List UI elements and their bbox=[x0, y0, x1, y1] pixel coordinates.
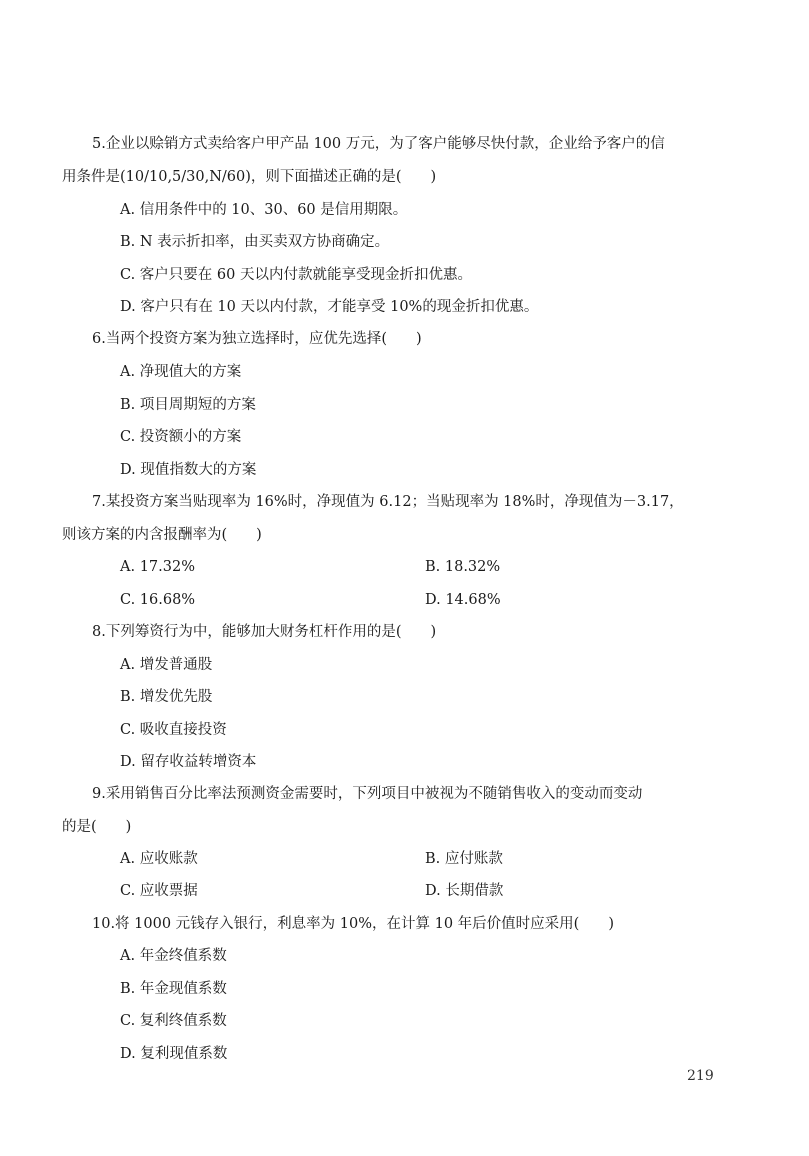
question-8-option-b: B. 增发优先股 bbox=[120, 689, 213, 705]
question-10-option-c: C. 复利终值系数 bbox=[120, 1013, 227, 1029]
question-5-stem-continued: 用条件是(10/10,5/30,N/60)，则下面描述正确的是( ) bbox=[62, 169, 437, 185]
question-5-option-b: B. N 表示折扣率，由买卖双方协商确定。 bbox=[120, 234, 390, 250]
question-8-option-a: A. 增发普通股 bbox=[120, 657, 213, 673]
question-6-option-b: B. 项目周期短的方案 bbox=[120, 397, 256, 413]
question-7-option-d: D. 14.68% bbox=[425, 592, 501, 608]
page-number: 219 bbox=[687, 1068, 714, 1084]
question-10-option-b: B. 年金现值系数 bbox=[120, 981, 227, 997]
question-9-option-d: D. 长期借款 bbox=[425, 883, 504, 899]
question-10-option-a: A. 年金终值系数 bbox=[120, 948, 227, 964]
question-7-stem-continued: 则该方案的内含报酬率为( ) bbox=[62, 527, 262, 543]
question-8-option-c: C. 吸收直接投资 bbox=[120, 722, 227, 738]
question-9-option-b: B. 应付账款 bbox=[425, 851, 503, 867]
question-6-option-a: A. 净现值大的方案 bbox=[120, 364, 242, 380]
question-6-stem: 6.当两个投资方案为独立选择时，应优先选择( ) bbox=[92, 331, 422, 347]
question-7-option-c: C. 16.68% bbox=[120, 592, 196, 608]
question-9-option-a: A. 应收账款 bbox=[120, 851, 198, 867]
question-5-option-c: C. 客户只要在 60 天以内付款就能享受现金折扣优惠。 bbox=[120, 267, 472, 283]
question-5-stem: 5.企业以赊销方式卖给客户甲产品 100 万元，为了客户能够尽快付款，企业给予客户的信 bbox=[92, 136, 665, 152]
question-7-option-b: B. 18.32% bbox=[425, 559, 501, 575]
question-9-stem-continued: 的是( ) bbox=[62, 819, 132, 835]
question-10-stem: 10.将 1000 元钱存入银行，利息率为 10%，在计算 10 年后价值时应采用( ) bbox=[92, 916, 614, 932]
question-9-option-c: C. 应收票据 bbox=[120, 883, 198, 899]
question-8-option-d: D. 留存收益转增资本 bbox=[120, 754, 257, 770]
question-7-option-a: A. 17.32% bbox=[120, 559, 195, 575]
question-8-stem: 8.下列筹资行为中，能够加大财务杠杆作用的是( ) bbox=[92, 624, 437, 640]
question-6-option-d: D. 现值指数大的方案 bbox=[120, 462, 257, 478]
question-6-option-c: C. 投资额小的方案 bbox=[120, 429, 242, 445]
question-5-option-d: D. 客户只有在 10 天以内付款，才能享受 10%的现金折扣优惠。 bbox=[120, 299, 539, 315]
question-10-option-d: D. 复利现值系数 bbox=[120, 1046, 228, 1062]
question-9-stem: 9.采用销售百分比率法预测资金需要时，下列项目中被视为不随销售收入的变动而变动 bbox=[92, 786, 643, 802]
question-5-option-a: A. 信用条件中的 10、30、60 是信用期限。 bbox=[120, 202, 408, 218]
question-7-stem: 7.某投资方案当贴现率为 16%时，净现值为 6.12；当贴现率为 18%时，净现值为－3.17， bbox=[92, 494, 684, 510]
